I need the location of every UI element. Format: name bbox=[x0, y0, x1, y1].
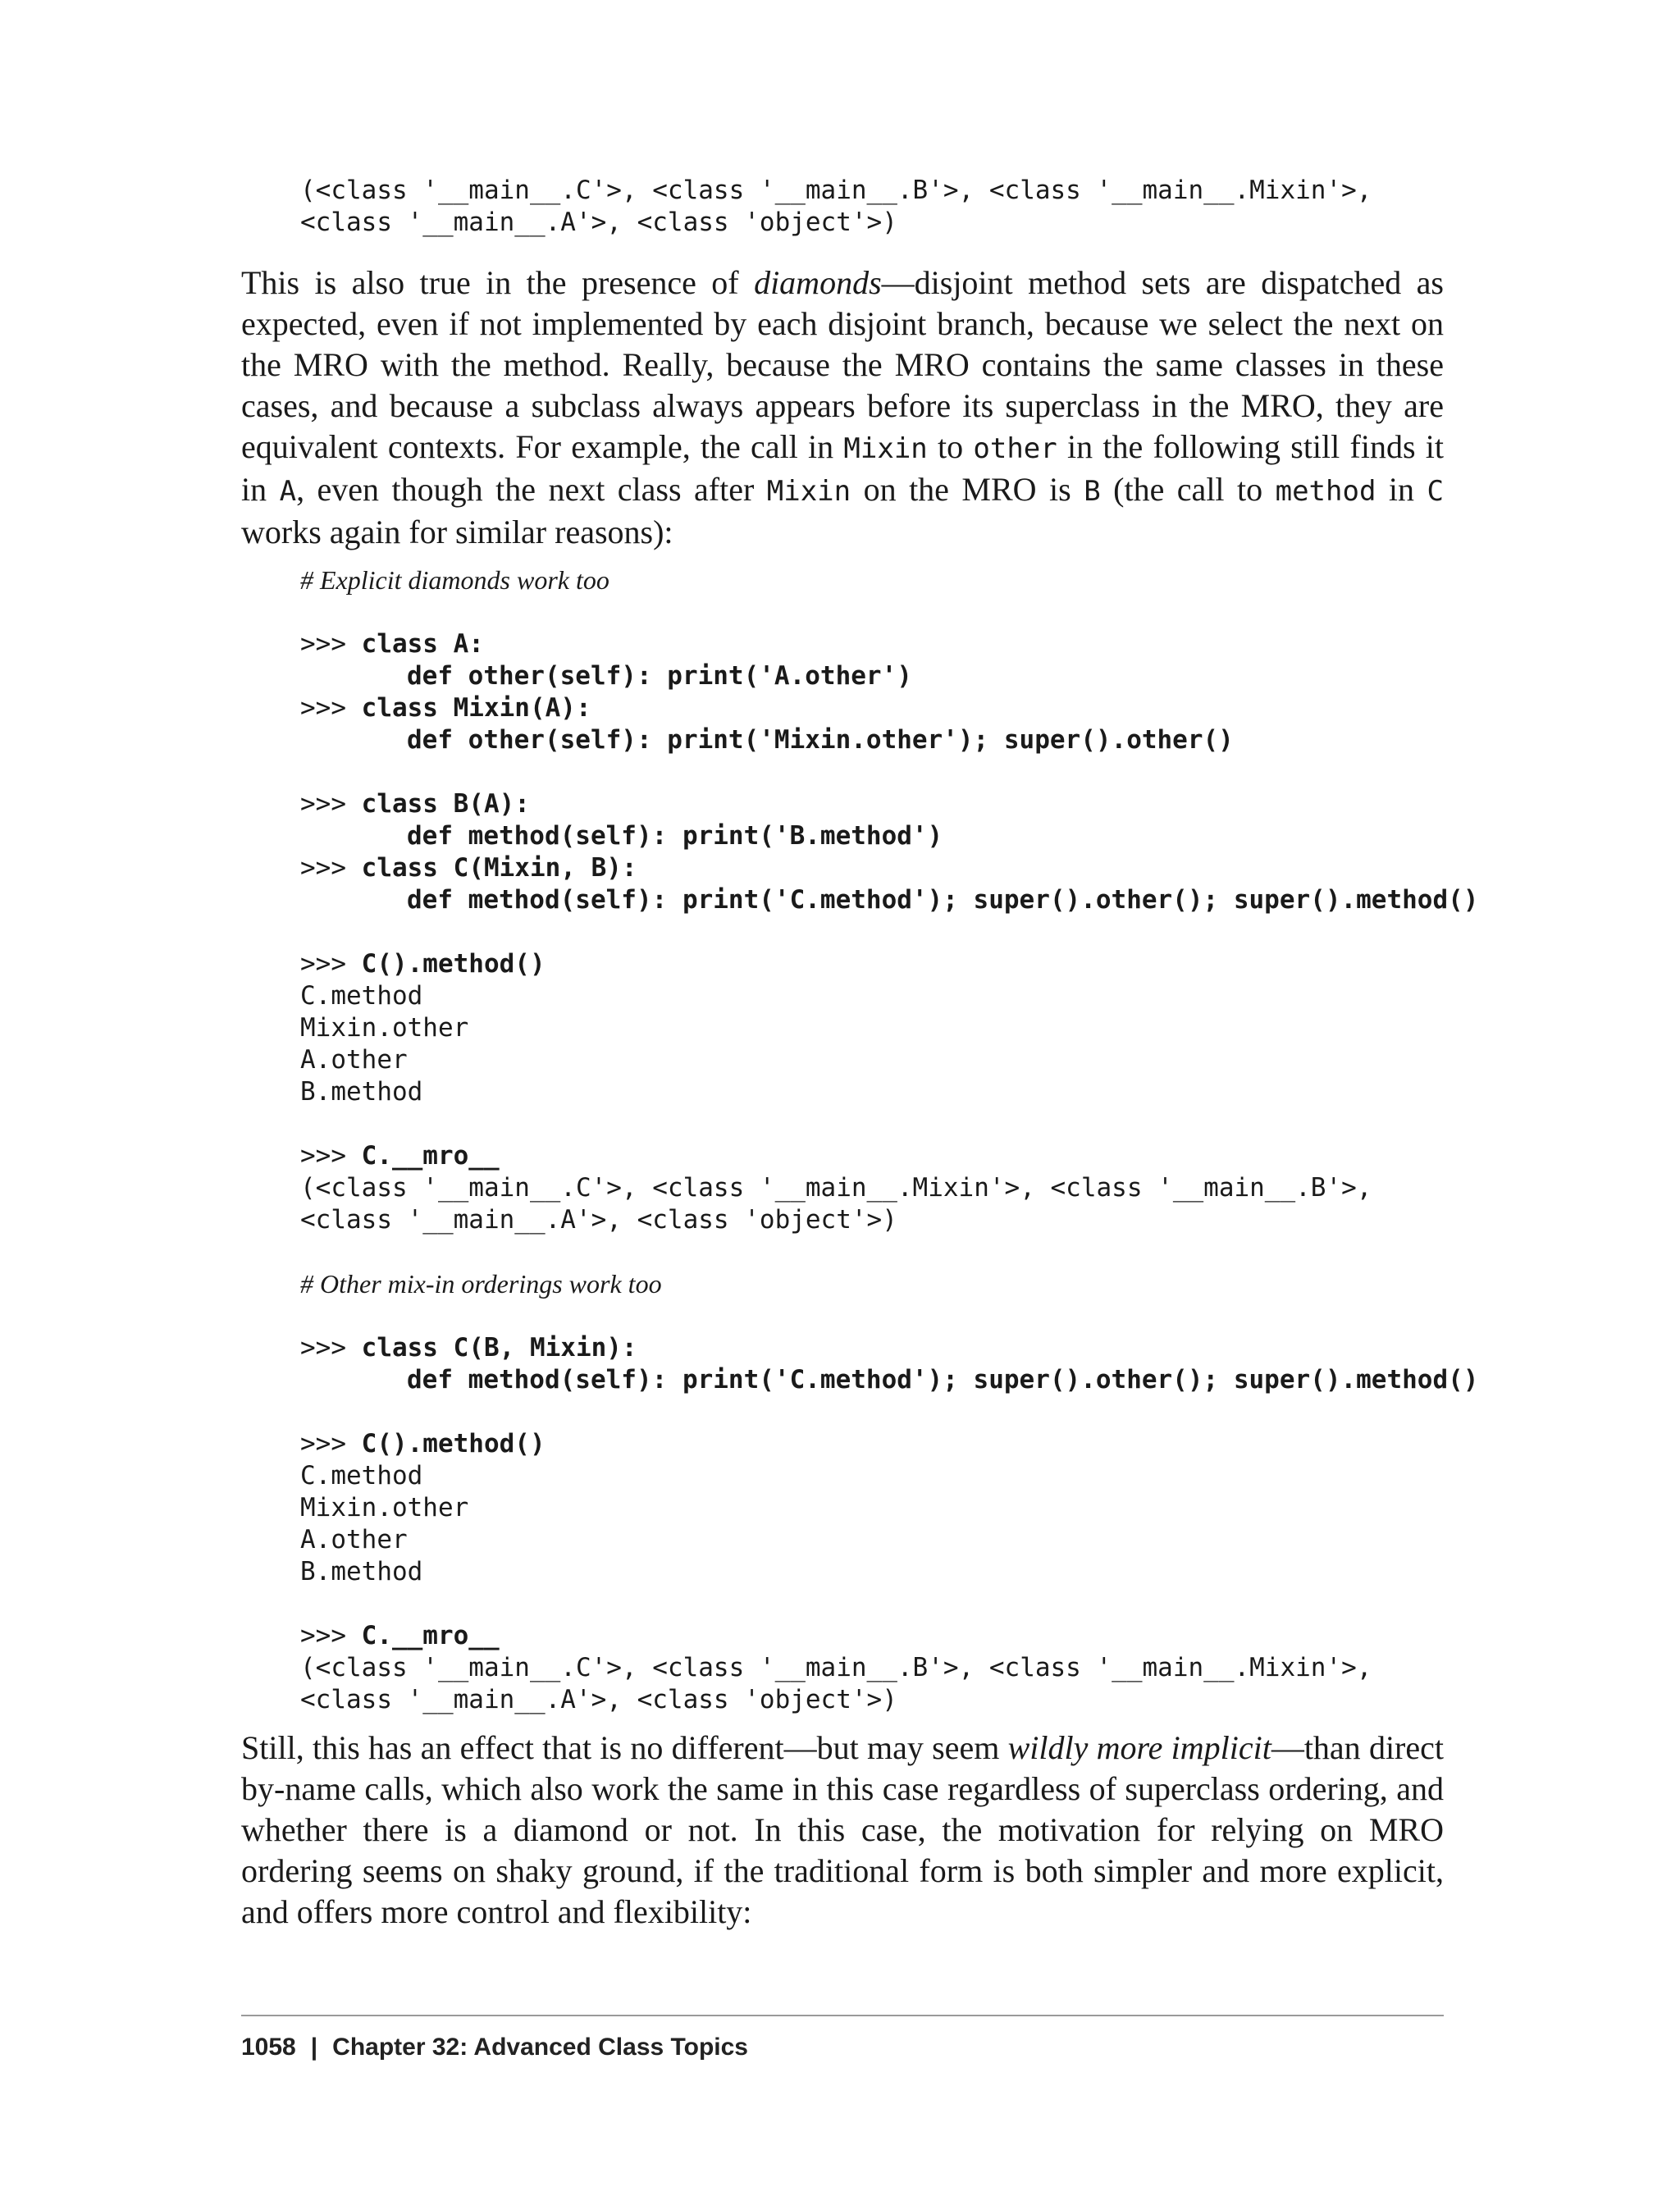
code-line: >>> C.__mro__ bbox=[300, 1621, 500, 1650]
code-line: def method(self): print('C.method'); super().other(); super().method() bbox=[407, 1365, 1479, 1395]
inline-code: A bbox=[279, 475, 297, 508]
inline-code: method bbox=[1275, 475, 1376, 508]
page-footer bbox=[241, 2031, 748, 2064]
code-output-line: <class '__main__.A'>, <class 'object'>) bbox=[300, 1685, 897, 1714]
code-output-line: Mixin.other bbox=[300, 1493, 469, 1522]
chapter-title: Chapter 32: Advanced Class Topics bbox=[332, 2034, 748, 2061]
code-comment: # Explicit diamonds work too bbox=[300, 565, 609, 595]
inline-code: other bbox=[973, 432, 1057, 465]
code-line: >>> class Mixin(A): bbox=[300, 693, 591, 723]
paragraph-implicit: Still, this has an effect that is no different—but may seem wildly more implicit—than direct by-name calls, which also work the same in this case regardless of superclass ordering, and whether there is a diamond or not. In this case, the motivation for relying on MRO ordering seems on shaky ground, if the traditional form is both simpler and more explicit, and offers more control and flexibility: bbox=[241, 1729, 1444, 1930]
code-line: >>> class A: bbox=[300, 629, 484, 659]
code-output-line: C.method bbox=[300, 981, 423, 1011]
emphasis: diamonds bbox=[754, 264, 882, 301]
code-line: >>> C().method() bbox=[300, 949, 546, 979]
footer-rule bbox=[241, 2015, 1444, 2016]
emphasis: wildly more implicit bbox=[1007, 1729, 1271, 1766]
code-line: def other(self): print('Mixin.other'); super().other() bbox=[407, 725, 1234, 755]
code-comment: # Other mix-in orderings work too bbox=[300, 1269, 662, 1299]
code-output-line: C.method bbox=[300, 1461, 423, 1491]
code-line: >>> class C(B, Mixin): bbox=[300, 1333, 637, 1363]
code-output-line: (<class '__main__.C'>, <class '__main__.Mixin'>, <class '__main__.B'>, bbox=[300, 1173, 1372, 1203]
code-line: <class '__main__.A'>, <class 'object'>) bbox=[300, 208, 897, 237]
code-line: >>> C().method() bbox=[300, 1429, 546, 1459]
inline-code: Mixin bbox=[766, 475, 851, 508]
code-line: >>> class C(Mixin, B): bbox=[300, 853, 637, 883]
code-output-line: B.method bbox=[300, 1077, 423, 1107]
code-line: >>> class B(A): bbox=[300, 789, 530, 819]
code-output-line: (<class '__main__.C'>, <class '__main__.B'>, <class '__main__.Mixin'>, bbox=[300, 1653, 1372, 1682]
paragraph-diamonds: This is also true in the presence of diamonds—disjoint method sets are dispatched as expected, even if not implemented by each disjoint branch, because we select the next on the MRO with the method. Really, because the MRO contains the same classes in these cases, and because a subclass always appears before its superclass in the MRO, they are equivalent contexts. For example, the call in Mixin to other in the following still finds it in A, even though the next class after Mixin on the MRO is B (the call to method in C works again for similar reasons): bbox=[241, 264, 1444, 550]
code-block-mro-output-top bbox=[300, 175, 1531, 239]
code-output-line: A.other bbox=[300, 1525, 408, 1554]
inline-code: C bbox=[1427, 475, 1444, 508]
code-line: (<class '__main__.C'>, <class '__main__.B'>, <class '__main__.Mixin'>, bbox=[300, 176, 1372, 205]
page-number: 1058 bbox=[241, 2034, 296, 2061]
code-line: def method(self): print('B.method') bbox=[407, 821, 943, 851]
code-line: def method(self): print('C.method'); super().other(); super().method() bbox=[407, 885, 1479, 915]
code-block-explicit-diamonds bbox=[300, 628, 1531, 1236]
code-output-line: B.method bbox=[300, 1557, 423, 1586]
code-block-other-orderings bbox=[300, 1332, 1531, 1716]
code-output-line: <class '__main__.A'>, <class 'object'>) bbox=[300, 1205, 897, 1235]
code-line: >>> C.__mro__ bbox=[300, 1141, 500, 1171]
inline-code: B bbox=[1084, 475, 1101, 508]
code-output-line: A.other bbox=[300, 1045, 408, 1075]
code-line: def other(self): print('A.other') bbox=[407, 661, 912, 691]
inline-code: Mixin bbox=[843, 432, 928, 465]
footer-separator: | bbox=[310, 2034, 318, 2061]
code-output-line: Mixin.other bbox=[300, 1013, 469, 1043]
